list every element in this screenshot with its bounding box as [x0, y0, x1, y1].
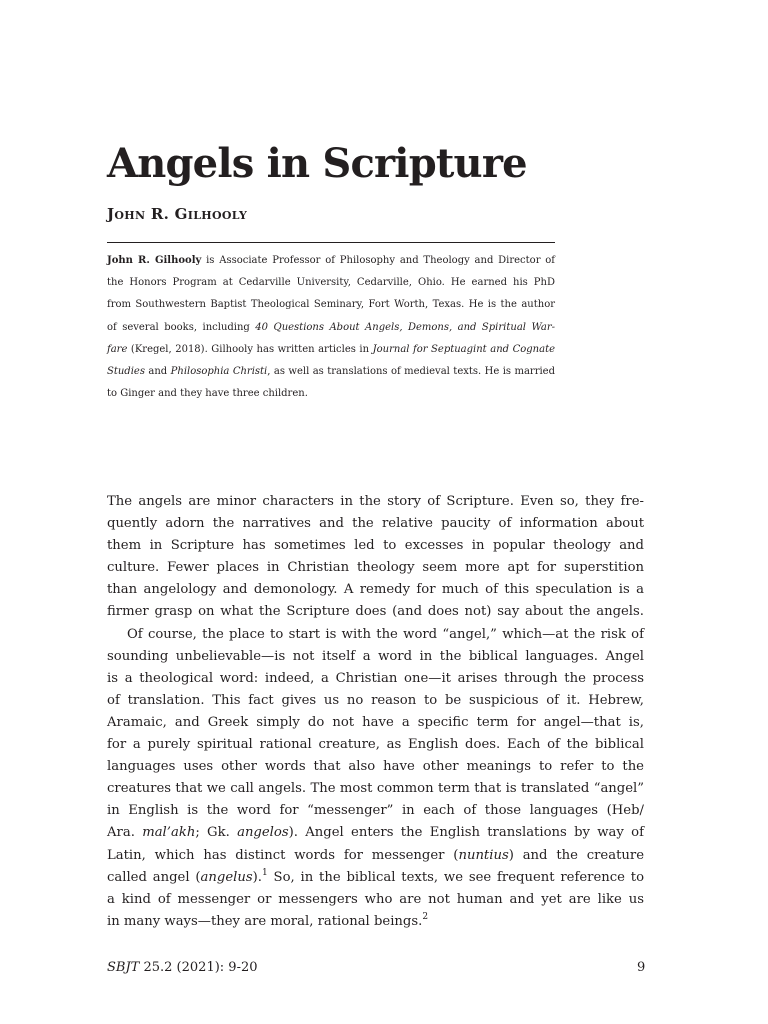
- hebrew-term: mal’akh: [142, 825, 196, 841]
- bio-text: , as well as translations of medieval texts. He is married: [267, 366, 556, 378]
- bio-line: [107, 317, 555, 339]
- body-line: a kind of messenger or messengers who are not human and yet are like us: [107, 891, 644, 907]
- body-line: creatures that we call angels. The most common term that is translated “angel”: [107, 781, 644, 797]
- body-line: [107, 911, 644, 933]
- body-line: in English is the word for “messenger” in each of those languages (Heb/: [107, 803, 644, 819]
- bio-line: to Ginger and they have three children.: [107, 388, 308, 400]
- body-line: them in Scripture has sometimes led to excesses in popular theology and: [107, 538, 644, 554]
- bio-line: [107, 339, 555, 361]
- body-line: of translation. This fact gives us no reason to be suspicious of it. Hebrew,: [107, 692, 644, 708]
- body-line: Of course, the place to start is with the word “angel,” which—at the risk of: [127, 626, 644, 642]
- bio-line: from Southwestern Baptist Theological Seminary, Fort Worth, Texas. He is the author: [107, 299, 555, 311]
- greek-term: angelos: [237, 825, 289, 841]
- bio-author-name: John R. Gilhooly: [107, 255, 202, 266]
- body-line: [107, 867, 644, 889]
- journal-title: Philosophia Christi: [170, 366, 268, 378]
- bio-line: [107, 250, 555, 272]
- article-title: Angels in Scripture: [107, 140, 527, 187]
- body-text: ). Angel enters the English translations by way of: [288, 825, 644, 841]
- book-title: fare: [107, 343, 128, 355]
- body-text: in many ways—they are moral, rational beings.: [107, 913, 423, 929]
- latin-term: angelus: [200, 869, 253, 885]
- body-line: for a purely spiritual rational creature, as English does. Each of the biblical: [107, 737, 644, 753]
- book-title: 40 Questions About Angels, Demons, and Spiritual War-: [255, 321, 555, 333]
- body-text: ) and the creature: [508, 847, 644, 863]
- bio-text: (Kregel, 2018). Gilhooly has written articles in: [127, 343, 373, 355]
- body-text: Latin, which has distinct words for messenger (: [107, 847, 459, 863]
- body-line: quently adorn the narratives and the relative paucity of information about: [107, 516, 644, 532]
- bio-line: [107, 361, 555, 383]
- journal-title: Journal for Septuagint and Cognate: [372, 343, 556, 355]
- bio-text: of several books, including: [107, 321, 256, 333]
- journal-title: Studies: [107, 366, 145, 378]
- body-line: [107, 822, 644, 844]
- body-line: culture. Fewer places in Christian theology seem more apt for superstition: [107, 560, 644, 576]
- body-text: Ara.: [107, 825, 143, 841]
- author-bio: [107, 250, 555, 405]
- footnote-ref-1[interactable]: 1: [261, 867, 268, 878]
- body-line: Aramaic, and Greek simply do not have a specific term for angel—that is,: [107, 714, 644, 730]
- body-line: is a theological word: indeed, a Christian one—it arises through the process: [107, 670, 644, 686]
- bio-text: is Associate Professor of Philosophy and Theology and Director of: [201, 255, 556, 266]
- footnote-ref-2[interactable]: 2: [422, 911, 429, 922]
- bio-line: the Honors Program at Cedarville University, Cedarville, Ohio. He earned his PhD: [107, 277, 555, 289]
- body-text: So, in the biblical texts, we see frequent reference to: [267, 869, 645, 885]
- divider-rule: [107, 242, 555, 243]
- body-line: firmer grasp on what the Scripture does (and does not) say about the angels.: [107, 604, 644, 620]
- citation-text: 25.2 (2021): 9-20: [139, 960, 258, 975]
- latin-term: nuntius: [458, 847, 509, 863]
- body-text: ; Gk.: [195, 825, 238, 841]
- body-text: called angel (: [107, 869, 201, 885]
- page-number: 9: [637, 960, 646, 975]
- article-body: [107, 491, 644, 933]
- body-text: ).: [252, 869, 262, 885]
- body-line: sounding unbelievable—is not itself a word in the biblical languages. Angel: [107, 648, 644, 664]
- body-line: [107, 845, 644, 867]
- journal-abbrev: SBJT: [107, 960, 140, 975]
- author-byline: John R. Gilhooly: [107, 205, 248, 223]
- body-line: The angels are minor characters in the story of Scripture. Even so, they fre-: [107, 494, 644, 509]
- body-line: languages uses other words that also have other meanings to refer to the: [107, 759, 644, 775]
- journal-citation: [107, 960, 258, 975]
- bio-text: and: [144, 366, 171, 378]
- body-line: than angelology and demonology. A remedy for much of this speculation is a: [107, 582, 644, 598]
